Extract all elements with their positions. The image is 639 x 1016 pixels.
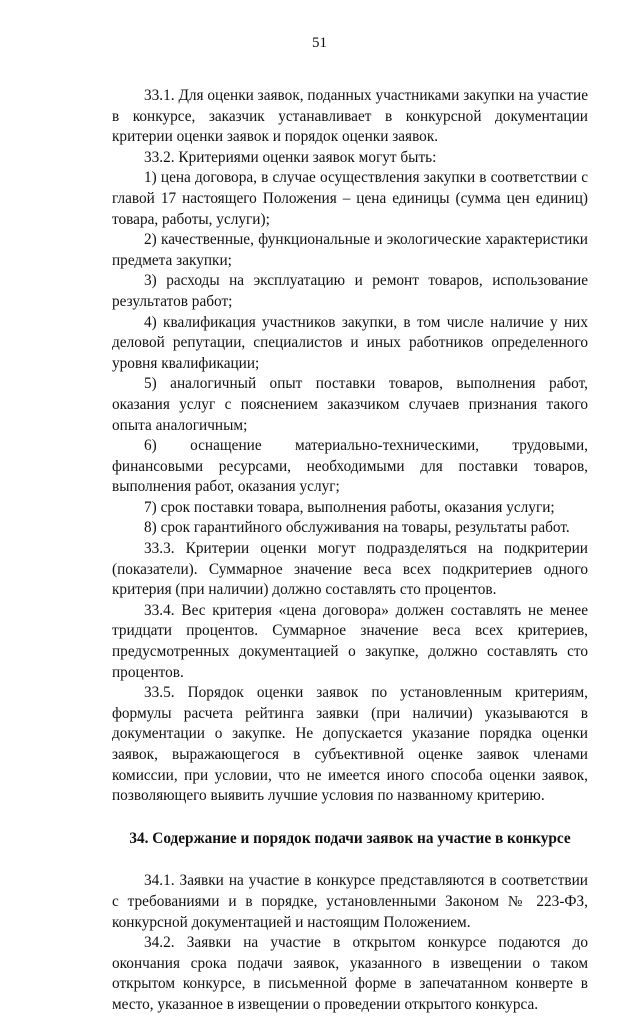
page-number: 51 [312,35,327,51]
criterion-item-1: 1) цена договора, в случае осуществления закупки в соответствии с главой 17 настоящего Положения – цена единицы (сумма цен единиц) товара, работы, услуги); [112,169,588,228]
paragraph-33-1: 33.1. Для оценки заявок, поданных участниками закупки на участие в конкурсе, заказчик устанавливает в конкурсной документации критерии оценки заявок и порядок оценки заявок. [112,87,588,146]
criterion-item-7: 7) срок поставки товара, выполнения работы, оказания услуги; [144,498,555,516]
paragraph-34-1: 34.1. Заявки на участие в конкурсе представляются в соответствии с требованиями и в порядке, установленными Законом № 223-ФЗ, конкурсной документацией и настоящим Положением. [112,872,588,931]
criterion-item-6: 6) оснащение материально-техническими, трудовыми, финансовыми ресурсами, необходимыми для поставки товаров, выполнения работ, оказания услуг; [112,437,588,496]
criterion-item-5: 5) аналогичный опыт поставки товаров, выполнения работ, оказания услуг с пояснением заказчиком случаев признания такого опыта аналогичным; [112,375,588,434]
paragraph-33-5: 33.5. Порядок оценки заявок по установленным критериям, формулы расчета рейтинга заявки (при наличии) указываются в документации о закупке. Не допускается указание порядка оценки заявок, выражающегося в субъективной оценке заявок членами комиссии, при условии, что не имеется иного способа оценки заявок, позволяющего выявить лучшие условия по названному критерию. [112,684,588,805]
criterion-item-2: 2) качественные, функциональные и экологические характеристики предмета закупки; [112,231,588,269]
criterion-item-8: 8) срок гарантийного обслуживания на товары, результаты работ. [144,519,570,537]
paragraph-33-2: 33.2. Критериями оценки заявок могут быть: [144,148,437,166]
paragraph-33-3: 33.3. Критерии оценки могут подразделяться на подкритерии (показатели). Суммарное значение веса всех подкритериев одного критерия (при наличии) должно составлять сто процентов. [112,540,588,599]
document-body [112,86,588,1016]
criterion-item-3: 3) расходы на эксплуатацию и ремонт товаров, использование результатов работ; [112,272,588,310]
paragraph-34-2: 34.2. Заявки на участие в открытом конкурсе подаются до окончания срока подачи заявок, указанного в извещении о таком открытом конкурсе, в письменной форме в запечатанном конверте в место, указанное в извещении о проведении открытого конкурса. [112,934,588,1013]
paragraph-33-4: 33.4. Вес критерия «цена договора» должен составлять не менее тридцати процентов. Суммарное значение веса всех критериев, предусмотренных документацией о закупке, должно составлять сто процентов. [112,601,588,681]
section-heading: 34. Содержание и порядок подачи заявок на участие в конкурсе [129,829,571,847]
criterion-item-4: 4) квалификация участников закупки, в том числе наличие у них деловой репутации, специалистов и иных работников определенного уровня квалификации; [112,313,588,372]
